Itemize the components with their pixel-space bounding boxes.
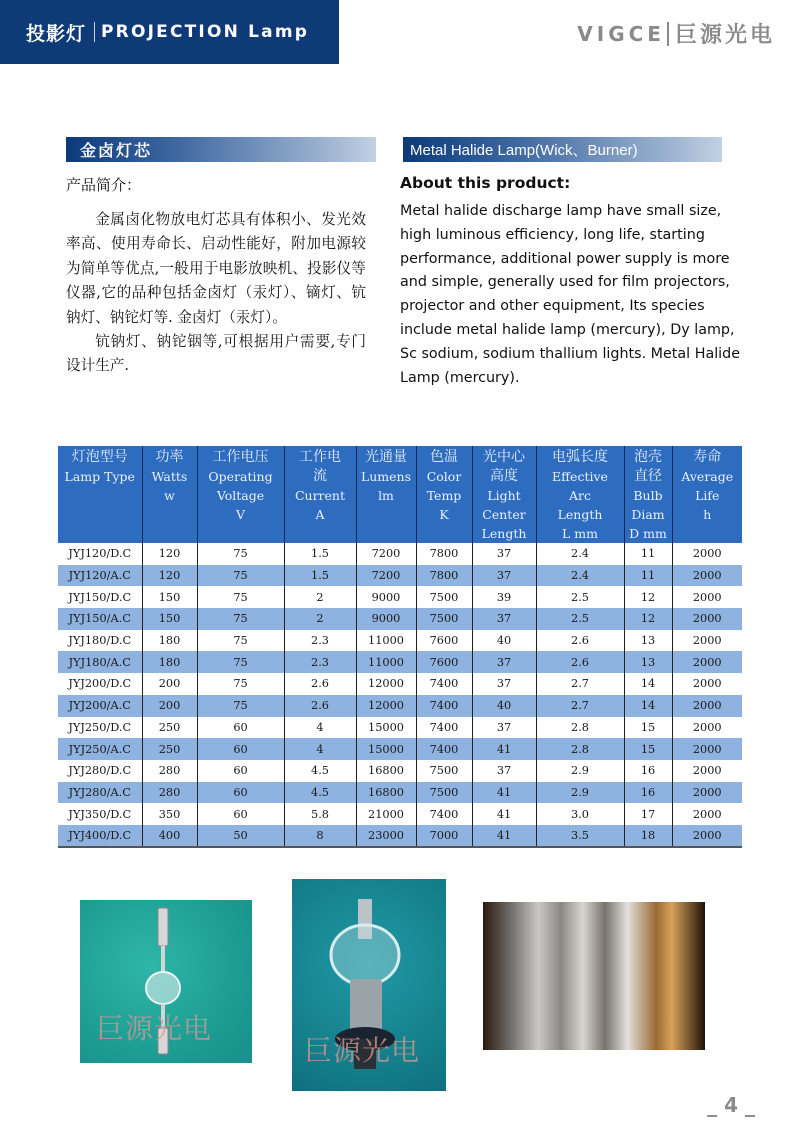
table-cell: 2000 bbox=[672, 673, 742, 695]
table-cell: 1.5 bbox=[284, 543, 356, 565]
spec-table bbox=[58, 446, 742, 848]
table-cell: 250 bbox=[142, 717, 197, 739]
lamp-type-cell: JYJ120/D.C bbox=[68, 547, 132, 561]
column-header-en: Bulb bbox=[633, 488, 663, 503]
table-cell: 2 bbox=[284, 586, 356, 608]
table-row bbox=[58, 586, 742, 608]
column-header-en: D mm bbox=[629, 526, 667, 541]
lamp-type-cell: JYJ280/A.C bbox=[58, 782, 142, 804]
table-cell: 11 bbox=[624, 565, 672, 587]
table-cell: 4 bbox=[284, 717, 356, 739]
table-cell: 11000 bbox=[356, 651, 416, 673]
table-cell: 7600 bbox=[416, 651, 472, 673]
lamp-type-cell: JYJ350/D.C bbox=[68, 807, 132, 821]
table-cell: 7400 bbox=[416, 695, 472, 717]
table-cell: 200 bbox=[142, 673, 197, 695]
lamp-type-cell: JYJ280/D.C bbox=[68, 764, 132, 778]
table-cell: 2.4 bbox=[536, 543, 624, 565]
table-cell: 7200 bbox=[356, 565, 416, 587]
column-header-cn: 光中心 bbox=[483, 449, 525, 465]
table-cell: 75 bbox=[197, 630, 284, 652]
table-cell: 12 bbox=[624, 586, 672, 608]
table-row bbox=[58, 630, 742, 652]
table-cell: 7400 bbox=[416, 673, 472, 695]
intro-body-en: Metal halide discharge lamp have small size, high luminous efficiency, long life, starting performance, additional power supply is more and simple, generally used for film projectors, projector and other equipment, Its species include metal halide lamp (mercury), Dy lamp, Sc sodium, sodium thallium lights. Metal Halide Lamp (mercury). bbox=[400, 203, 741, 386]
table-cell: 150 bbox=[142, 586, 197, 608]
table-cell: 120 bbox=[142, 543, 197, 565]
column-header-en: Lamp Type bbox=[64, 469, 135, 484]
table-row bbox=[58, 760, 742, 782]
intro-title-en: About this product: bbox=[400, 174, 571, 192]
table-cell: 2000 bbox=[672, 825, 742, 847]
table-cell: 280 bbox=[142, 782, 197, 804]
table-cell: 2000 bbox=[672, 586, 742, 608]
column-header bbox=[284, 446, 356, 543]
column-header-en: Center bbox=[482, 507, 526, 522]
table-body bbox=[58, 543, 742, 847]
column-header-en: Light bbox=[487, 488, 521, 503]
table-cell: 7800 bbox=[416, 565, 472, 587]
table-cell: 15 bbox=[624, 738, 672, 760]
table-cell: 60 bbox=[197, 782, 284, 804]
table-cell: 60 bbox=[197, 803, 284, 825]
column-header-en: Length bbox=[481, 526, 527, 541]
table-row bbox=[58, 543, 742, 565]
section-title-en: Metal Halide Lamp(Wick、Burner) bbox=[403, 137, 722, 162]
table-cell: 37 bbox=[472, 717, 536, 739]
brand-name-en: VIGCE bbox=[577, 21, 665, 46]
column-header-cn: 泡壳 bbox=[634, 449, 662, 465]
column-header-cn: 色温 bbox=[430, 449, 458, 465]
column-header bbox=[624, 446, 672, 543]
column-header-en: Temp bbox=[426, 488, 462, 503]
page-number: _ 4 _ bbox=[707, 1093, 755, 1117]
column-header-cn: 电弧长度 bbox=[552, 449, 608, 465]
table-cell: 2000 bbox=[672, 803, 742, 825]
lamp-photo-1 bbox=[80, 900, 252, 1063]
table-cell: 4.5 bbox=[284, 782, 356, 804]
table-row bbox=[58, 803, 742, 825]
table-cell: 8 bbox=[284, 825, 356, 847]
column-header-cn: 工作电压 bbox=[212, 449, 269, 465]
watermark-text: 巨源光电 bbox=[96, 1012, 213, 1045]
table-cell: 37 bbox=[472, 651, 536, 673]
table-cell: 17 bbox=[624, 803, 672, 825]
column-header-en: A bbox=[315, 507, 325, 522]
table-cell: 12 bbox=[624, 608, 672, 630]
table-cell: 200 bbox=[142, 695, 197, 717]
table-row bbox=[58, 608, 742, 630]
table-cell: 7500 bbox=[416, 608, 472, 630]
column-header-cn: 流 bbox=[313, 468, 327, 484]
table-cell: 37 bbox=[472, 543, 536, 565]
table-cell: 75 bbox=[197, 651, 284, 673]
table-row bbox=[58, 673, 742, 695]
column-header-en: Operating bbox=[208, 469, 273, 484]
column-header-en: h bbox=[703, 507, 712, 522]
table-cell: 75 bbox=[197, 586, 284, 608]
table-cell: 75 bbox=[197, 565, 284, 587]
column-header-en: K bbox=[439, 507, 449, 522]
watermark-text: 巨源光电 bbox=[304, 1034, 421, 1067]
category-title-en: PROJECTION Lamp bbox=[101, 22, 310, 42]
table-cell: 15000 bbox=[356, 738, 416, 760]
table-cell: 7600 bbox=[416, 630, 472, 652]
table-cell: 4 bbox=[284, 738, 356, 760]
column-header-en: lm bbox=[378, 488, 394, 503]
column-header-cn: 灯泡型号 bbox=[71, 449, 128, 465]
column-header-en: L mm bbox=[562, 526, 598, 541]
table-cell: 18 bbox=[624, 825, 672, 847]
table-cell: 37 bbox=[472, 673, 536, 695]
lamp-photo-2 bbox=[292, 879, 446, 1091]
intro-body-cn bbox=[66, 208, 366, 379]
table-cell: 400 bbox=[142, 825, 197, 847]
table-cell: 23000 bbox=[356, 825, 416, 847]
table-cell: 2000 bbox=[672, 695, 742, 717]
column-header-en: Diam bbox=[631, 507, 665, 522]
table-cell: 60 bbox=[197, 717, 284, 739]
table-cell: 2000 bbox=[672, 543, 742, 565]
column-header-en: Arc bbox=[568, 488, 591, 503]
table-cell: 2.9 bbox=[536, 782, 624, 804]
table-cell: 50 bbox=[197, 825, 284, 847]
column-header-en: Lumens bbox=[360, 469, 412, 484]
table-cell: 4.5 bbox=[284, 760, 356, 782]
table-cell: 120 bbox=[142, 565, 197, 587]
table-cell: 12000 bbox=[356, 673, 416, 695]
table-cell: 7800 bbox=[416, 543, 472, 565]
table-cell: 75 bbox=[197, 695, 284, 717]
table-cell: 37 bbox=[472, 565, 536, 587]
table-cell: 60 bbox=[197, 738, 284, 760]
table-cell: 7500 bbox=[416, 760, 472, 782]
lamp-type-cell: JYJ150/A.C bbox=[58, 608, 142, 630]
table-row bbox=[58, 782, 742, 804]
category-title-cn: 投影灯 bbox=[26, 22, 87, 45]
table-cell: 2000 bbox=[672, 608, 742, 630]
column-header bbox=[536, 446, 624, 543]
brand-divider bbox=[667, 22, 669, 46]
column-header-en: Color bbox=[426, 469, 462, 484]
lamp-production-photo bbox=[483, 902, 705, 1050]
table-cell: 7500 bbox=[416, 782, 472, 804]
table-cell: 250 bbox=[142, 738, 197, 760]
table-cell: 2.6 bbox=[536, 651, 624, 673]
column-header bbox=[142, 446, 197, 543]
table-cell: 2.3 bbox=[284, 651, 356, 673]
lamp-type-cell: JYJ200/D.C bbox=[68, 677, 132, 691]
brand-logo bbox=[577, 18, 775, 49]
table-cell: 2000 bbox=[672, 738, 742, 760]
lamp-type-cell: JYJ250/A.C bbox=[58, 738, 142, 760]
column-header-en: Length bbox=[557, 507, 603, 522]
table-cell: 15 bbox=[624, 717, 672, 739]
table-cell: 2.4 bbox=[536, 565, 624, 587]
table-cell: 14 bbox=[624, 695, 672, 717]
table-cell: 2000 bbox=[672, 630, 742, 652]
table-cell: 41 bbox=[472, 782, 536, 804]
table-cell: 11 bbox=[624, 543, 672, 565]
table-cell: 180 bbox=[142, 651, 197, 673]
column-header-cn: 功率 bbox=[155, 449, 184, 465]
column-header-cn: 高度 bbox=[490, 468, 518, 484]
table-cell: 41 bbox=[472, 803, 536, 825]
table-cell: 2.3 bbox=[284, 630, 356, 652]
table-cell: 75 bbox=[197, 543, 284, 565]
column-header-en: Voltage bbox=[216, 488, 265, 503]
table-cell: 2.6 bbox=[284, 695, 356, 717]
table-cell: 7400 bbox=[416, 738, 472, 760]
banner-divider bbox=[94, 22, 95, 42]
table-cell: 150 bbox=[142, 608, 197, 630]
column-header bbox=[672, 446, 742, 543]
column-header-en: Effective bbox=[552, 469, 608, 484]
table-cell: 2.8 bbox=[536, 717, 624, 739]
table-cell: 2.5 bbox=[536, 608, 624, 630]
table-cell: 41 bbox=[472, 825, 536, 847]
table-cell: 16800 bbox=[356, 782, 416, 804]
column-header-cn: 寿命 bbox=[693, 449, 722, 465]
table-cell: 2.7 bbox=[536, 695, 624, 717]
table-cell: 2.9 bbox=[536, 760, 624, 782]
table-cell: 3.0 bbox=[536, 803, 624, 825]
table-row bbox=[58, 738, 742, 760]
table-cell: 7400 bbox=[416, 717, 472, 739]
table-cell: 2000 bbox=[672, 565, 742, 587]
column-header-cn: 直径 bbox=[634, 468, 662, 484]
intro-paragraph: 钪钠灯、钠铊铟等,可根据用户需要,专门设计生产. bbox=[66, 333, 366, 375]
table-cell: 39 bbox=[472, 586, 536, 608]
table-cell: 2000 bbox=[672, 782, 742, 804]
table-cell: 40 bbox=[472, 630, 536, 652]
intro-label-cn: 产品简介： bbox=[66, 176, 142, 194]
table-row bbox=[58, 651, 742, 673]
column-header-en: Average bbox=[681, 469, 734, 484]
table-cell: 37 bbox=[472, 760, 536, 782]
table-cell: 2.7 bbox=[536, 673, 624, 695]
table-row bbox=[58, 717, 742, 739]
table-cell: 9000 bbox=[356, 586, 416, 608]
table-cell: 2000 bbox=[672, 717, 742, 739]
table-cell: 12000 bbox=[356, 695, 416, 717]
category-banner bbox=[0, 0, 339, 64]
table-cell: 7200 bbox=[356, 543, 416, 565]
intro-paragraph: 金属卤化物放电灯芯具有体积小、发光效率高、使用寿命长、启动性能好，附加电源较为简单等优点,一般用于电影放映机、投影仪等仪器,它的品种包括金卤灯（汞灯）、镝灯、钪钠灯、钠铊灯等. 金卤灯（汞灯）。 bbox=[66, 211, 366, 326]
table-cell: 14 bbox=[624, 673, 672, 695]
table-cell: 7500 bbox=[416, 586, 472, 608]
column-header-cn: 工作电 bbox=[299, 449, 341, 465]
lamp-type-cell: JYJ180/D.C bbox=[68, 634, 132, 648]
table-cell: 40 bbox=[472, 695, 536, 717]
table-cell: 16800 bbox=[356, 760, 416, 782]
table-cell: 11000 bbox=[356, 630, 416, 652]
table-cell: 7000 bbox=[416, 825, 472, 847]
table-cell: 13 bbox=[624, 630, 672, 652]
column-header bbox=[197, 446, 284, 543]
table-cell: 13 bbox=[624, 651, 672, 673]
table-cell: 7400 bbox=[416, 803, 472, 825]
table-cell: 2.8 bbox=[536, 738, 624, 760]
column-header bbox=[58, 446, 142, 543]
lamp-type-cell: JYJ120/A.C bbox=[58, 565, 142, 587]
table-cell: 2000 bbox=[672, 651, 742, 673]
table-cell: 2 bbox=[284, 608, 356, 630]
column-header-cn: 光通量 bbox=[365, 449, 407, 465]
column-header-en: Life bbox=[695, 488, 720, 503]
table-cell: 60 bbox=[197, 760, 284, 782]
brand-name-cn: 巨源光电 bbox=[674, 23, 775, 48]
lamp-type-cell: JYJ400/D.C bbox=[58, 825, 142, 847]
table-header-row bbox=[58, 446, 742, 543]
table-cell: 5.8 bbox=[284, 803, 356, 825]
table-cell: 9000 bbox=[356, 608, 416, 630]
table-cell: 16 bbox=[624, 782, 672, 804]
table-cell: 15000 bbox=[356, 717, 416, 739]
column-header bbox=[416, 446, 472, 543]
table-cell: 75 bbox=[197, 608, 284, 630]
table-cell: 2.6 bbox=[284, 673, 356, 695]
column-header-en: Watts bbox=[151, 469, 188, 484]
table-cell: 350 bbox=[142, 803, 197, 825]
column-header-en: V bbox=[235, 507, 246, 522]
table-cell: 1.5 bbox=[284, 565, 356, 587]
table-cell: 2.5 bbox=[536, 586, 624, 608]
table-cell: 75 bbox=[197, 673, 284, 695]
table-row bbox=[58, 565, 742, 587]
table-row bbox=[58, 825, 742, 847]
table-cell: 3.5 bbox=[536, 825, 624, 847]
column-header-en: w bbox=[164, 488, 175, 503]
table-cell: 280 bbox=[142, 760, 197, 782]
table-cell: 41 bbox=[472, 738, 536, 760]
table-cell: 16 bbox=[624, 760, 672, 782]
table-row bbox=[58, 695, 742, 717]
column-header bbox=[472, 446, 536, 543]
table-cell: 2000 bbox=[672, 760, 742, 782]
lamp-type-cell: JYJ150/D.C bbox=[68, 590, 132, 604]
lamp-type-cell: JYJ180/A.C bbox=[58, 651, 142, 673]
table-cell: 21000 bbox=[356, 803, 416, 825]
table-cell: 180 bbox=[142, 630, 197, 652]
section-title-cn: 金卤灯芯 bbox=[66, 137, 376, 162]
lamp-type-cell: JYJ250/D.C bbox=[68, 720, 132, 734]
column-header bbox=[356, 446, 416, 543]
column-header-en: Current bbox=[294, 488, 346, 503]
table-cell: 2.6 bbox=[536, 630, 624, 652]
lamp-type-cell: JYJ200/A.C bbox=[58, 695, 142, 717]
table-cell: 37 bbox=[472, 608, 536, 630]
